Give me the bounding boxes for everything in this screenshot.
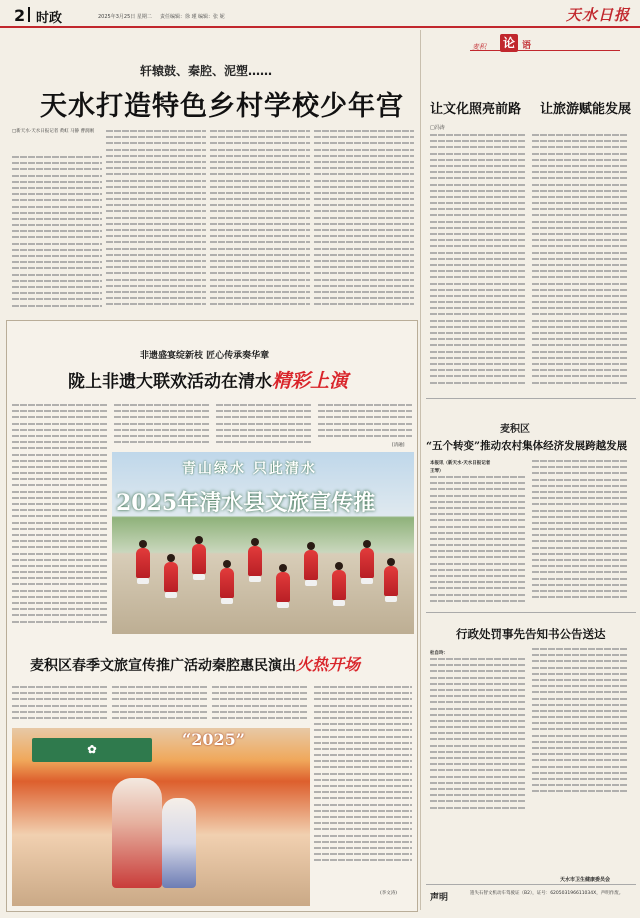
story3-title — [30, 652, 360, 675]
notice-body-col2 — [532, 648, 628, 808]
story3-title-text: 麦积区春季文旅宣传推广活动秦腔惠民演出 — [30, 658, 296, 674]
comment-title2: 让旅游赋能发展 — [540, 102, 632, 117]
dancer-figure — [332, 570, 346, 600]
maiji-title: “五个转变”推动农村集体经济发展跨越发展 — [426, 440, 628, 452]
main-body-col3 — [210, 130, 310, 314]
dancer-figure — [220, 568, 234, 598]
photo-banner-top: 青山绿水 只此清水 — [182, 461, 317, 477]
byline-text: 新天水·天水日报记者 黄虹 马静 曹润刚 — [16, 129, 94, 134]
maiji-lead — [430, 460, 490, 466]
dancer-figure — [136, 548, 150, 578]
main-title: 天水打造特色乡村学校少年宫 — [40, 91, 404, 122]
byline-marker: □ — [12, 129, 17, 134]
story3-title-art: 火热开场 — [296, 655, 361, 674]
dancer-figure — [164, 562, 178, 592]
story3-photo — [12, 728, 310, 906]
date-line: 2025年3月25日 星期二 — [98, 14, 152, 20]
stage-backdrop: ✿ — [32, 738, 152, 762]
story3-body-col4 — [314, 686, 412, 872]
statement-text: 遗失石智文机动车驾驶证（B2），证号：620503196611034X，声明作废。 — [470, 891, 624, 896]
opera-performer — [162, 798, 196, 888]
story2-body-col1 — [12, 404, 108, 634]
story3-body-col3 — [212, 686, 308, 726]
story3-body-col1 — [12, 686, 108, 726]
page-number: 2 — [14, 6, 26, 25]
notice-lead: 杜自玲： — [430, 651, 448, 656]
photo-banner-main: 2025年清水县文旅宣传推 — [116, 490, 376, 516]
photo3-banner: “2025” — [182, 730, 245, 749]
comment-title1: 让文化照亮前路 — [430, 102, 522, 117]
main-body-col4 — [314, 130, 414, 314]
badge-text-maiji: 麦积 — [472, 43, 486, 51]
story2-kicker: 非遗盛宴绽新枝 匠心传承奏华章 — [140, 351, 270, 361]
badge-yu: 语 — [522, 41, 532, 51]
maiji-body-col1 — [430, 476, 526, 610]
maiji-label: 麦积区 — [500, 424, 530, 435]
paper-logo: 天水日报 — [566, 6, 631, 24]
dancer-figure — [248, 546, 262, 576]
comment-badge — [430, 32, 630, 68]
badge-lun: 论 — [500, 34, 518, 52]
opera-performer — [112, 778, 162, 888]
masthead — [0, 0, 640, 26]
dancer-figure — [276, 572, 290, 602]
main-kicker: 轩辕鼓、秦腔、泥塑…… — [140, 64, 273, 78]
notice-org: 天水市卫生健康委员会 — [560, 877, 611, 883]
notice-title: 行政处罚事先告知书公告送达 — [456, 627, 606, 641]
story2-photo — [112, 452, 414, 634]
notice-body-col1 — [430, 658, 526, 820]
main-body-col1 — [12, 156, 102, 314]
story2-title-text: 陇上非遗大联欢活动在清水 — [68, 372, 272, 392]
story2-body-col3 — [216, 404, 312, 448]
main-body-col2 — [106, 130, 206, 314]
dancer-figure — [304, 550, 318, 580]
dancer-figure — [360, 548, 374, 578]
editor-line: 责任编辑：徐 瑾 — [160, 14, 197, 20]
dancer-figure — [384, 566, 398, 596]
section-label: 时政 — [36, 11, 63, 26]
comment-author: □冯涛 — [430, 125, 445, 131]
designer-line: 编辑：张 妮 — [198, 14, 225, 20]
comment-author-name: 冯涛 — [434, 125, 445, 131]
dancer-figure — [192, 544, 206, 574]
comment-body-col2 — [532, 134, 628, 396]
story2-title-art: 精彩上演 — [272, 370, 349, 392]
story3-body-col2 — [112, 686, 208, 726]
story3-source: (李文涛) — [380, 891, 398, 896]
story2-title — [68, 366, 348, 393]
story2-source: [清融] — [392, 443, 405, 448]
comment-body-col1 — [430, 134, 526, 396]
maiji-body-col2 — [532, 460, 628, 610]
statement-label: 声明 — [430, 893, 449, 903]
story2-body-col2 — [114, 404, 210, 448]
maiji-reporter: 王琴） — [430, 469, 444, 474]
maiji-lead-text: 本报讯（新天水·天水日报记者 — [430, 461, 491, 466]
